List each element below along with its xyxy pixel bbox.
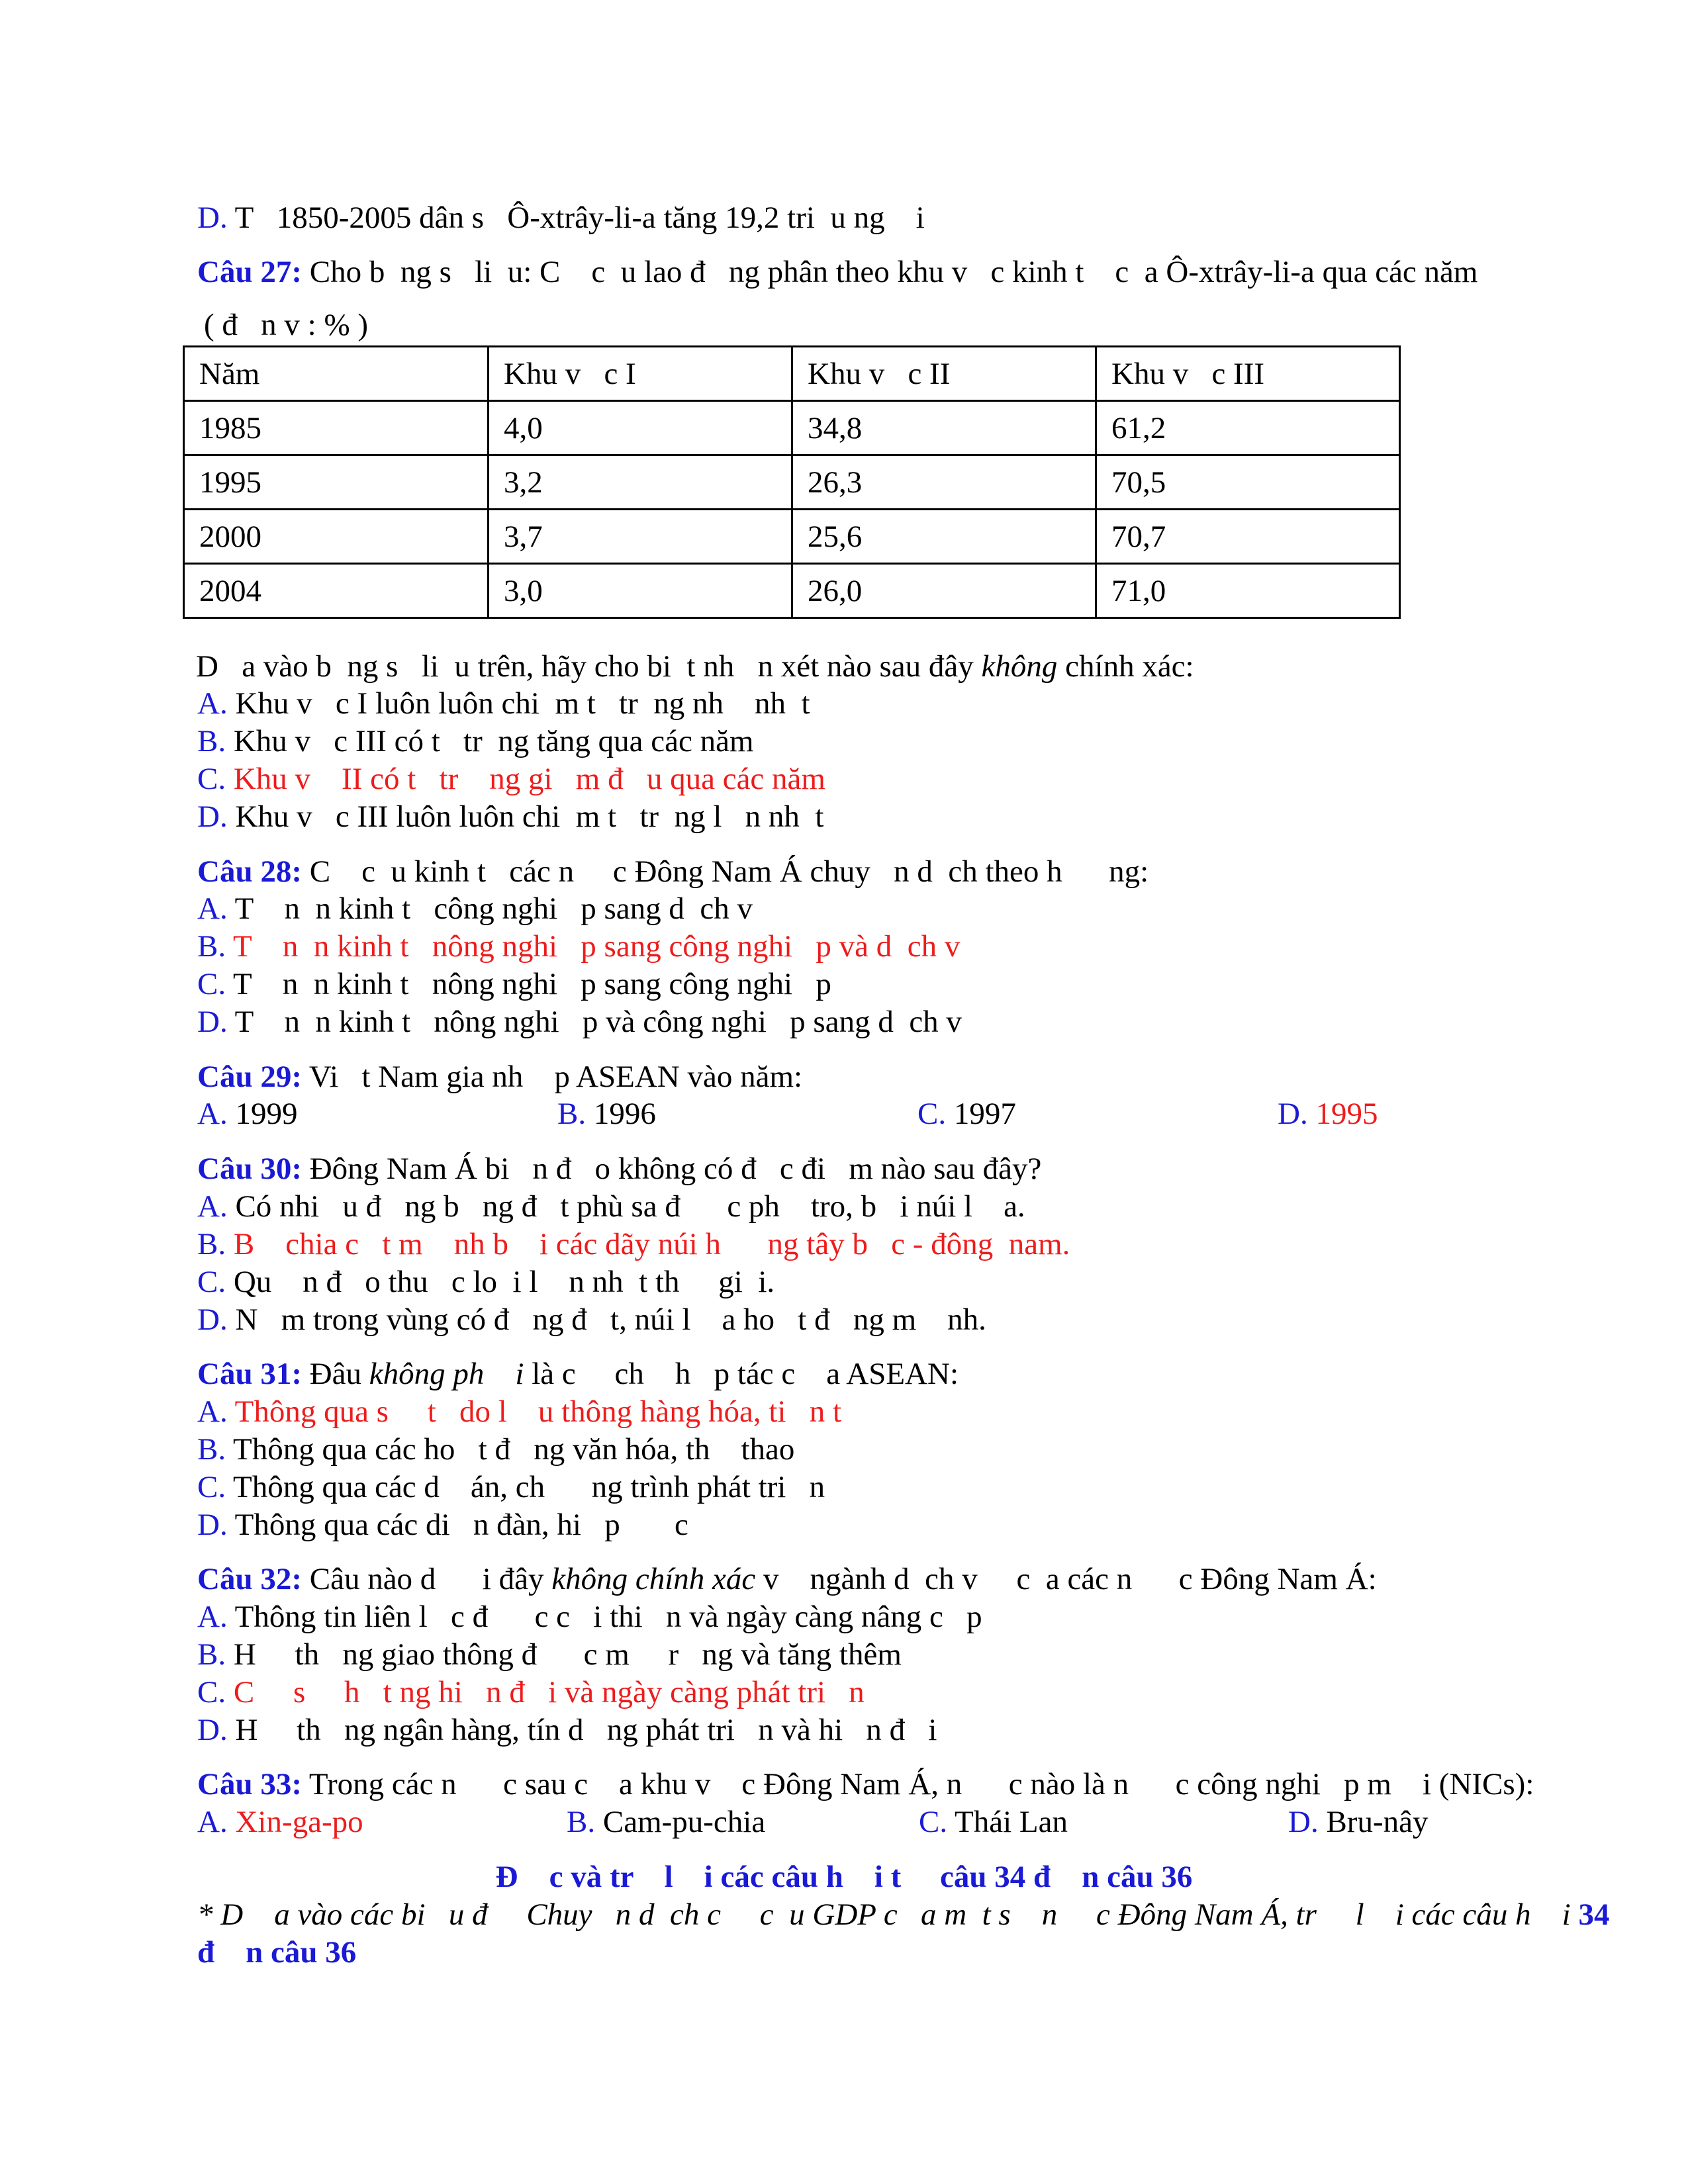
q31-option-d[interactable] (197, 1510, 688, 1541)
table-cell: 1995 (184, 455, 489, 510)
option-letter: A. (197, 1805, 228, 1839)
option-text: T n n kinh t công nghi p sang d ch v (227, 891, 753, 926)
q29-option-b[interactable] (557, 1099, 656, 1130)
option-text: 1997 (946, 1097, 1016, 1131)
q30-option-d[interactable] (197, 1304, 986, 1336)
option-text: T n n kinh t nông nghi p và công nghi p sang d ch v (227, 1005, 962, 1039)
option-text: Thông qua các d án, ch ng trình phát tri n (226, 1470, 825, 1504)
q33-option-d[interactable] (1288, 1807, 1428, 1838)
q29-option-a[interactable] (197, 1099, 297, 1130)
option-letter: C. (919, 1805, 948, 1839)
option-letter: B. (567, 1805, 596, 1839)
q32-option-d[interactable] (197, 1715, 937, 1746)
option-letter: A. (197, 686, 228, 721)
table-cell: 70,7 (1096, 510, 1400, 564)
q27-option-d[interactable] (197, 801, 823, 833)
option-text: Qu n đ o thu c lo i l n nh t th gi i. (226, 1265, 775, 1299)
option-text: Cam-pu-chia (595, 1805, 766, 1839)
question-text: Cho b ng s li u: C c u lao đ ng phân theo khu v c kinh t c a Ô-xtrây-li-a qua các năm (301, 255, 1478, 289)
option-text-correct: 1995 (1307, 1097, 1378, 1131)
table-cell: 71,0 (1096, 564, 1400, 618)
table-cell: 2004 (184, 564, 489, 618)
table-header-row (184, 347, 1400, 401)
option-letter: B. (197, 1227, 226, 1261)
question-text-end: v ngành d ch v c a các n c Đông Nam Á: (755, 1562, 1377, 1596)
question-text: C c u kinh t các n c Đông Nam Á chuy n d ch theo h ng: (301, 854, 1149, 889)
table-row (184, 564, 1400, 618)
option-text: H th ng ngân hàng, tín d ng phát tri n và hi n đ i (227, 1713, 937, 1747)
option-text: Có nhi u đ ng b ng đ t phù sa đ c ph tro, b i núi l a. (227, 1189, 1025, 1224)
option-letter: D. (197, 201, 228, 235)
table-cell: 61,2 (1096, 401, 1400, 455)
option-letter: D. (1288, 1805, 1319, 1839)
q30-stem (197, 1154, 1041, 1185)
option-letter: C. (197, 967, 226, 1001)
q26-option-d (197, 203, 925, 234)
question-label: Câu 28: (197, 854, 302, 889)
instruction-line-1 (197, 1899, 1609, 1931)
table-cell: 4,0 (489, 401, 792, 455)
option-letter: D. (197, 1508, 228, 1542)
q29-option-c[interactable] (917, 1099, 1016, 1130)
table-cell: 3,7 (489, 510, 792, 564)
option-text: T 1850-2005 dân s Ô-xtrây-li-a tăng 19,2 tri u ng i (227, 201, 925, 235)
question-label: Câu 27: (197, 255, 302, 289)
q27-stem (197, 257, 1477, 288)
table-row (184, 510, 1400, 564)
question-text: Câu nào d i đây (301, 1562, 552, 1596)
q33-option-b[interactable] (567, 1807, 765, 1838)
option-text-correct: B chia c t m nh b i các dãy núi h ng tây b c - đông nam. (226, 1227, 1070, 1261)
instruction-number: 34 (1578, 1897, 1610, 1932)
option-letter: D. (197, 799, 228, 834)
question-text: Đông Nam Á bi n đ o không có đ c đi m nào sau đây? (301, 1152, 1042, 1186)
option-letter: A. (197, 1189, 228, 1224)
prompt-text-end: chính xác: (1057, 649, 1194, 684)
option-letter: A. (197, 1097, 228, 1131)
question-text: Vi t Nam gia nh p ASEAN vào năm: (301, 1060, 803, 1094)
option-text: Khu v c III có t tr ng tăng qua các năm (226, 724, 754, 758)
option-letter: D. (1278, 1097, 1308, 1131)
question-label: Câu 33: (197, 1767, 302, 1801)
option-text: T n n kinh t nông nghi p sang công nghi p (226, 967, 831, 1001)
table-header-cell: Khu v c III (1096, 347, 1400, 401)
option-text: Khu v c I luôn luôn chi m t tr ng nh nh t (227, 686, 810, 721)
table-cell: 3,0 (489, 564, 792, 618)
q27-prompt (196, 651, 1194, 682)
q27-option-b[interactable] (197, 726, 754, 757)
question-label: Câu 31: (197, 1357, 302, 1391)
option-text-correct: Xin-ga-po (227, 1805, 363, 1839)
option-letter: C. (197, 1265, 226, 1299)
question-emphasis: không chính xác (551, 1562, 756, 1596)
prompt-emphasis: không (981, 649, 1058, 684)
q31-stem (197, 1359, 959, 1390)
option-letter: D. (197, 1005, 228, 1039)
option-text: 1999 (227, 1097, 298, 1131)
question-text-end: là c ch h p tác c a ASEAN: (524, 1357, 959, 1391)
table-cell: 26,0 (792, 564, 1096, 618)
option-letter: A. (197, 1600, 228, 1634)
option-text: Khu v c III luôn luôn chi m t tr ng l n nh t (227, 799, 824, 834)
option-text-correct: T n n kinh t nông nghi p sang công nghi p và d ch v (226, 929, 961, 964)
q31-option-a[interactable] (197, 1396, 841, 1428)
q29-stem (197, 1062, 802, 1093)
q30-option-b[interactable] (197, 1229, 1070, 1260)
option-text: N m trong vùng có đ ng đ t, núi l a ho t đ ng m nh. (227, 1302, 986, 1337)
table-row (184, 455, 1400, 510)
q28-option-b[interactable] (197, 931, 960, 962)
table-header-cell: Khu v c II (792, 347, 1096, 401)
data-table (183, 345, 1401, 619)
q28-option-d[interactable] (197, 1007, 962, 1038)
q33-option-a[interactable] (197, 1807, 363, 1838)
option-text: 1996 (586, 1097, 656, 1131)
q30-option-c[interactable] (197, 1267, 774, 1298)
q27-option-c[interactable] (197, 764, 825, 795)
q31-option-b[interactable] (197, 1434, 794, 1465)
table-row (184, 401, 1400, 455)
question-text: Trong các n c sau c a khu v c Đông Nam Á, n c nào là n c công nghi p m i (NICs): (301, 1767, 1534, 1801)
option-text-correct: Khu v II có t tr ng gi m đ u qua các năm (226, 762, 825, 796)
table-header-cell: Khu v c I (489, 347, 792, 401)
question-text: Đâu (301, 1357, 369, 1391)
question-label: Câu 29: (197, 1060, 302, 1094)
option-letter: D. (197, 1713, 228, 1747)
option-letter: C. (197, 1675, 226, 1709)
question-label: Câu 32: (197, 1562, 302, 1596)
q28-stem (197, 856, 1149, 887)
option-letter: D. (197, 1302, 228, 1337)
option-text: Bru-nây (1318, 1805, 1429, 1839)
option-letter: A. (197, 891, 228, 926)
option-letter: A. (197, 1394, 228, 1429)
table-header-cell: Năm (184, 347, 489, 401)
q33-option-c[interactable] (919, 1807, 1068, 1838)
q33-stem (197, 1769, 1534, 1800)
table-cell: 1985 (184, 401, 489, 455)
option-letter: C. (917, 1097, 947, 1131)
option-letter: B. (557, 1097, 586, 1131)
table-cell: 3,2 (489, 455, 792, 510)
q28-option-a[interactable] (197, 893, 753, 925)
table-cell: 25,6 (792, 510, 1096, 564)
table-cell: 34,8 (792, 401, 1096, 455)
section-heading: Đ c và tr l i các câu h i t câu 34 đ n câu 36 (495, 1860, 1193, 1894)
option-letter: B. (197, 724, 226, 758)
question-emphasis: không ph i (369, 1357, 524, 1391)
question-label: Câu 30: (197, 1152, 302, 1186)
q32-stem (197, 1564, 1377, 1595)
q27-unit: ( đ n v : % ) (204, 308, 369, 342)
q31-option-c[interactable] (197, 1472, 825, 1503)
table-cell: 26,3 (792, 455, 1096, 510)
table-cell: 2000 (184, 510, 489, 564)
option-letter: C. (197, 762, 226, 796)
option-text-correct: Thông qua s t do l u thông hàng hóa, ti n t (227, 1394, 842, 1429)
option-letter: B. (197, 1637, 226, 1672)
q28-option-c[interactable] (197, 969, 831, 1000)
option-letter: B. (197, 1432, 226, 1467)
option-letter: B. (197, 929, 226, 964)
instruction-text: * D a vào các bi u đ Chuy n d ch c c u GDP c a m t s n c Đông Nam Á, tr l i các câu h i (197, 1897, 1579, 1932)
option-text: Thông qua các di n đàn, hi p c (227, 1508, 688, 1542)
instruction-line-2: đ n câu 36 (197, 1935, 357, 1970)
option-text: Thông qua các ho t đ ng văn hóa, th thao (226, 1432, 795, 1467)
q30-option-a[interactable] (197, 1191, 1025, 1222)
option-text: Thái Lan (947, 1805, 1068, 1839)
option-text: H th ng giao thông đ c m r ng và tăng thêm (226, 1637, 902, 1672)
table-cell: 70,5 (1096, 455, 1400, 510)
prompt-text: D a vào b ng s li u trên, hãy cho bi t nh n xét nào sau đây (196, 649, 982, 684)
option-text: Thông tin liên l c đ c c i thi n và ngày càng nâng c p (227, 1600, 982, 1634)
option-text-correct: C s h t ng hi n đ i và ngày càng phát tri n (226, 1675, 865, 1709)
q32-option-b[interactable] (197, 1639, 902, 1670)
q29-option-d[interactable] (1278, 1099, 1378, 1130)
option-letter: C. (197, 1470, 226, 1504)
q27-option-a[interactable] (197, 688, 810, 719)
q32-option-c[interactable] (197, 1677, 865, 1708)
q32-option-a[interactable] (197, 1602, 982, 1633)
